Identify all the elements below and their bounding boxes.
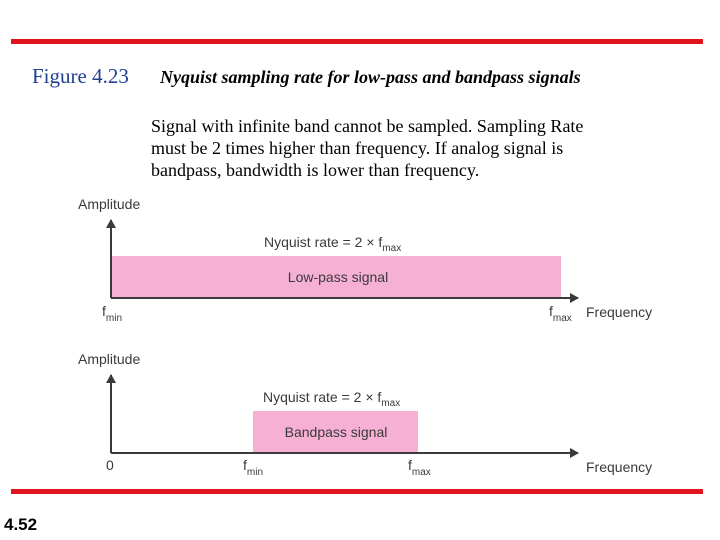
fmax-tick-label: $f_{max}$: [408, 457, 431, 478]
note-line: must be 2 times higher than frequency. If analog signal is: [151, 138, 564, 158]
nyquist-rate-label: Nyquist rate = $2 \times f_{max}$: [263, 389, 401, 409]
x-axis-label: Frequency: [586, 459, 653, 475]
fmin-tick-label: $f_{min}$: [102, 303, 123, 324]
note-line: Signal with infinite band cannot be sampled. Sampling Rate: [151, 116, 584, 136]
bandpass-panel: [78, 351, 652, 478]
y-axis-label: Amplitude: [78, 351, 141, 367]
note-line: bandpass, bandwidth is lower than frequency.: [151, 160, 480, 180]
figure-label: Figure 4.23: [32, 64, 129, 88]
band-label: Low-pass signal: [287, 269, 389, 285]
lowpass-panel: [78, 196, 652, 324]
bottom-red-rule: [11, 489, 703, 494]
fmin-tick-label: $f_{min}$: [243, 457, 264, 478]
slide-number: 4.52: [4, 515, 38, 534]
fmax-tick-label: $f_{max}$: [549, 303, 572, 324]
origin-label: 0: [106, 457, 114, 473]
band-label: Bandpass signal: [284, 424, 388, 440]
nyquist-rate-label: Nyquist rate = $2 \times f_{max}$: [264, 234, 402, 254]
y-axis-label: Amplitude: [78, 196, 141, 212]
x-axis-label: Frequency: [586, 304, 653, 320]
figure-caption: Nyquist sampling rate for low-pass and bandpass signals: [160, 67, 581, 87]
